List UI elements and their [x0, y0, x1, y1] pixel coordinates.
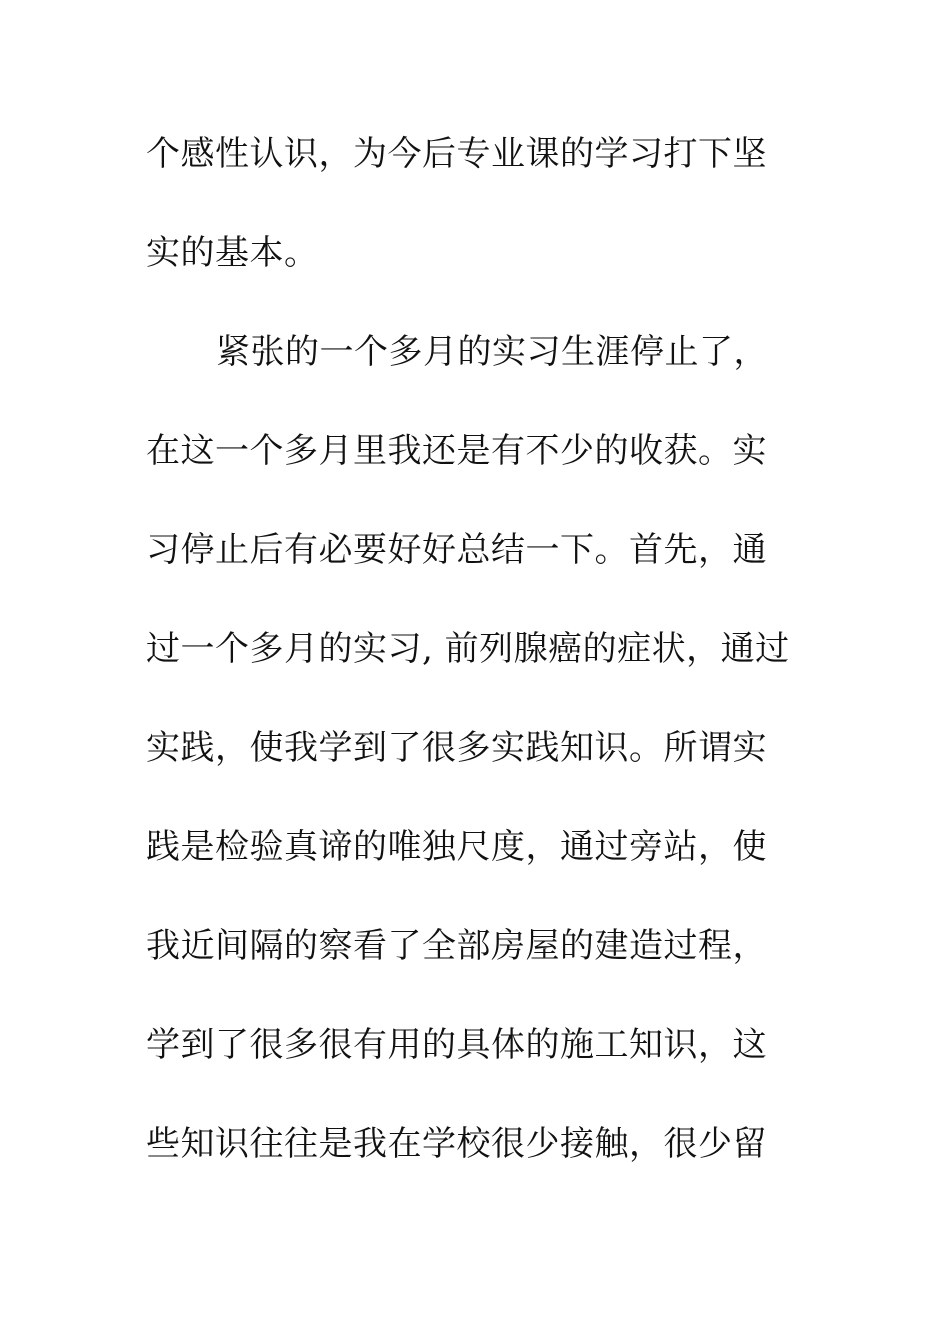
paragraph-start-line: 紧张的一个多月的实习生涯停止了， [216, 332, 768, 372]
text-line: 些知识往往是我在学校很少接触，很少留 [146, 1124, 767, 1164]
body-text [146, 128, 806, 1217]
text-line: 践是检验真谛的唯独尺度，通过旁站，使 [146, 827, 767, 867]
text-line: 我近间隔的察看了全部房屋的建造过程， [146, 926, 767, 966]
text-line: 过一个多月的实习, 前列腺癌的症状，通过 [146, 629, 790, 669]
text-line: 习停止后有必要好好总结一下。首先，通 [146, 530, 767, 570]
text-line: 个感性认识，为今后专业课的学习打下坚 [146, 134, 767, 174]
text-line: 实践，使我学到了很多实践知识。所谓实 [146, 728, 767, 768]
text-line: 在这一个多月里我还是有不少的收获。实 [146, 431, 767, 471]
text-line: 学到了很多很有用的具体的施工知识，这 [146, 1025, 767, 1065]
text-line: 实的基本。 [146, 233, 319, 273]
